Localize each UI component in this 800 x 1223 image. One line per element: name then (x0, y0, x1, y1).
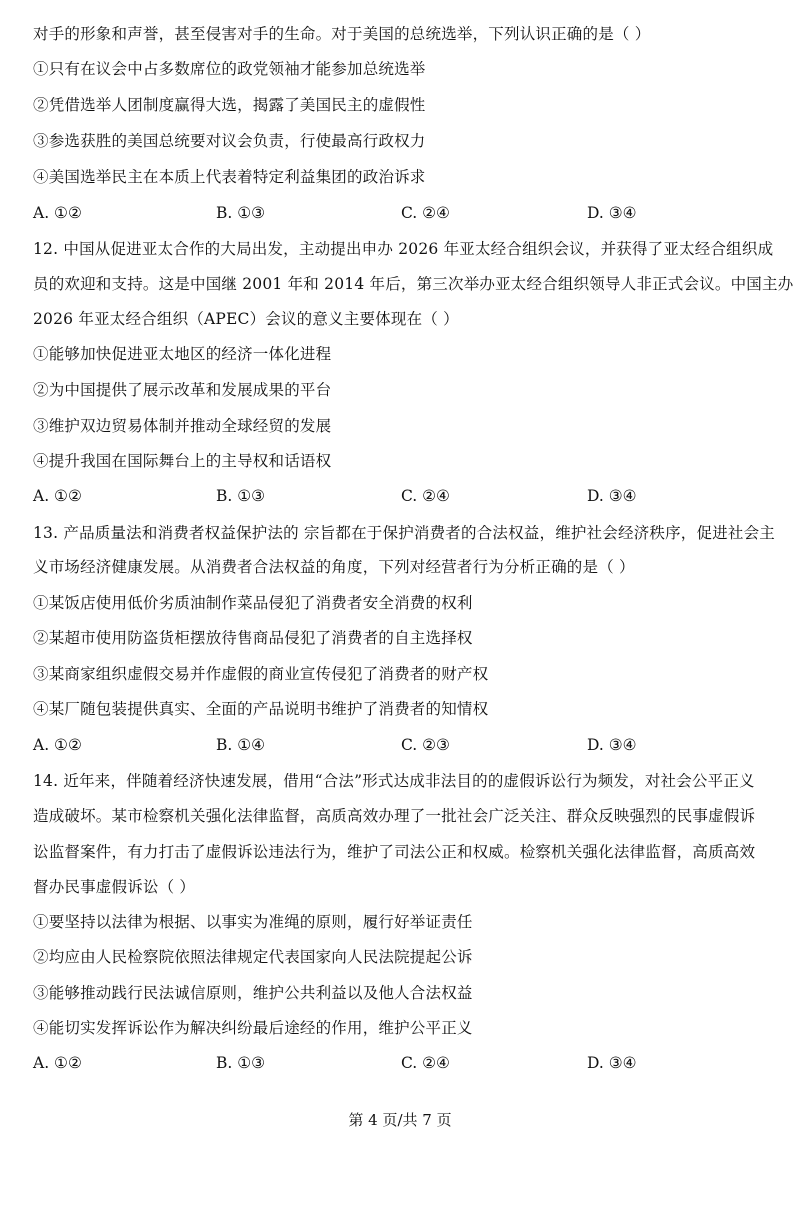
q12-statement-1: ①能够加快促进亚太地区的经济一体化进程 (33, 345, 332, 363)
q12-stem-line-3: 2026 年亚太经合组织（APEC）会议的意义主要体现在（ ） (33, 310, 459, 328)
q14-statement-4: ④能切实发挥诉讼作为解决纠纷最后途经的作用，维护公平正义 (33, 1019, 473, 1037)
q14-option-c[interactable]: C. ②④ (401, 1054, 450, 1072)
q12-options (33, 486, 773, 506)
q11-option-c[interactable]: C. ②④ (401, 204, 450, 222)
q12-option-b[interactable]: B. ①③ (216, 487, 266, 505)
q11-options (33, 203, 773, 223)
q13-stem-line-2: 义市场经济健康发展。从消费者合法权益的角度，下列对经营者行为分析正确的是（ ） (33, 558, 635, 576)
q14-stem-line-2: 造成破坏。某市检察机关强化法律监督，高质高效办理了一批社会广泛关注、群众反映强烈的民事虚假诉 (33, 807, 756, 825)
q11-statement-4: ④美国选举民主在本质上代表着特定利益集团的政治诉求 (33, 168, 426, 186)
q14-option-d[interactable]: D. ③④ (587, 1054, 637, 1072)
q14-option-a[interactable]: A. ①② (33, 1054, 82, 1072)
q11-statement-2: ②凭借选举人团制度赢得大选，揭露了美国民主的虚假性 (33, 96, 426, 114)
page-number: 第 4 页/共 7 页 (348, 1111, 452, 1129)
q12-statement-3: ③维护双边贸易体制并推动全球经贸的发展 (33, 417, 332, 435)
q11-option-a[interactable]: A. ①② (33, 204, 82, 222)
q14-stem-line-4: 督办民事虚假诉讼（ ） (33, 878, 196, 896)
q14-option-b[interactable]: B. ①③ (216, 1054, 266, 1072)
q12-option-a[interactable]: A. ①② (33, 487, 82, 505)
q13-statement-2: ②某超市使用防盗货柜摆放待售商品侵犯了消费者的自主选择权 (33, 629, 473, 647)
q13-stem-line-1: 13. 产品质量法和消费者权益保护法的 宗旨都在于保护消费者的合法权益，维护社会经济秩序，促进社会主 (33, 524, 776, 542)
q13-option-d[interactable]: D. ③④ (587, 736, 637, 754)
q13-option-a[interactable]: A. ①② (33, 736, 82, 754)
q14-options (33, 1053, 773, 1073)
q14-statement-1: ①要坚持以法律为根据、以事实为准绳的原则，履行好举证责任 (33, 913, 473, 931)
q12-statement-4: ④提升我国在国际舞台上的主导权和话语权 (33, 452, 332, 470)
q12-option-d[interactable]: D. ③④ (587, 487, 637, 505)
q13-option-c[interactable]: C. ②③ (401, 736, 450, 754)
q11-statement-1: ①只有在议会中占多数席位的政党领袖才能参加总统选举 (33, 60, 426, 78)
q11-option-b[interactable]: B. ①③ (216, 204, 266, 222)
q14-stem-line-3: 讼监督案件，有力打击了虚假诉讼违法行为，维护了司法公正和权威。检察机关强化法律监督，高质高效 (33, 843, 756, 861)
q12-option-c[interactable]: C. ②④ (401, 487, 450, 505)
q14-statement-2: ②均应由人民检察院依照法律规定代表国家向人民法院提起公诉 (33, 948, 473, 966)
q13-statement-4: ④某厂随包装提供真实、全面的产品说明书维护了消费者的知情权 (33, 700, 489, 718)
q14-statement-3: ③能够推动践行民法诚信原则，维护公共利益以及他人合法权益 (33, 984, 473, 1002)
q12-stem-line-1: 12. 中国从促进亚太合作的大局出发，主动提出申办 2026 年亚太经合组织会议，并获得了亚太经合组织成 (33, 240, 774, 258)
q11-stem-tail: 对手的形象和声誉，甚至侵害对手的生命。对于美国的总统选举，下列认识正确的是（ ） (33, 25, 651, 43)
q11-statement-3: ③参选获胜的美国总统要对议会负责，行使最高行政权力 (33, 132, 426, 150)
q14-stem-line-1: 14. 近年来，伴随着经济快速发展，借用“合法”形式达成非法目的的虚假诉讼行为频发，对社会公平正义 (33, 772, 755, 790)
q13-options (33, 735, 773, 755)
q13-statement-1: ①某饭店使用低价劣质油制作菜品侵犯了消费者安全消费的权利 (33, 594, 473, 612)
q11-option-d[interactable]: D. ③④ (587, 204, 637, 222)
q12-statement-2: ②为中国提供了展示改革和发展成果的平台 (33, 381, 332, 399)
q13-option-b[interactable]: B. ①④ (216, 736, 266, 754)
q13-statement-3: ③某商家组织虚假交易并作虚假的商业宣传侵犯了消费者的财产权 (33, 665, 489, 683)
q12-stem-line-2: 员的欢迎和支持。这是中国继 2001 年和 2014 年后，第三次举办亚太经合组织领导人非正式会议。中国主办 (33, 275, 794, 293)
